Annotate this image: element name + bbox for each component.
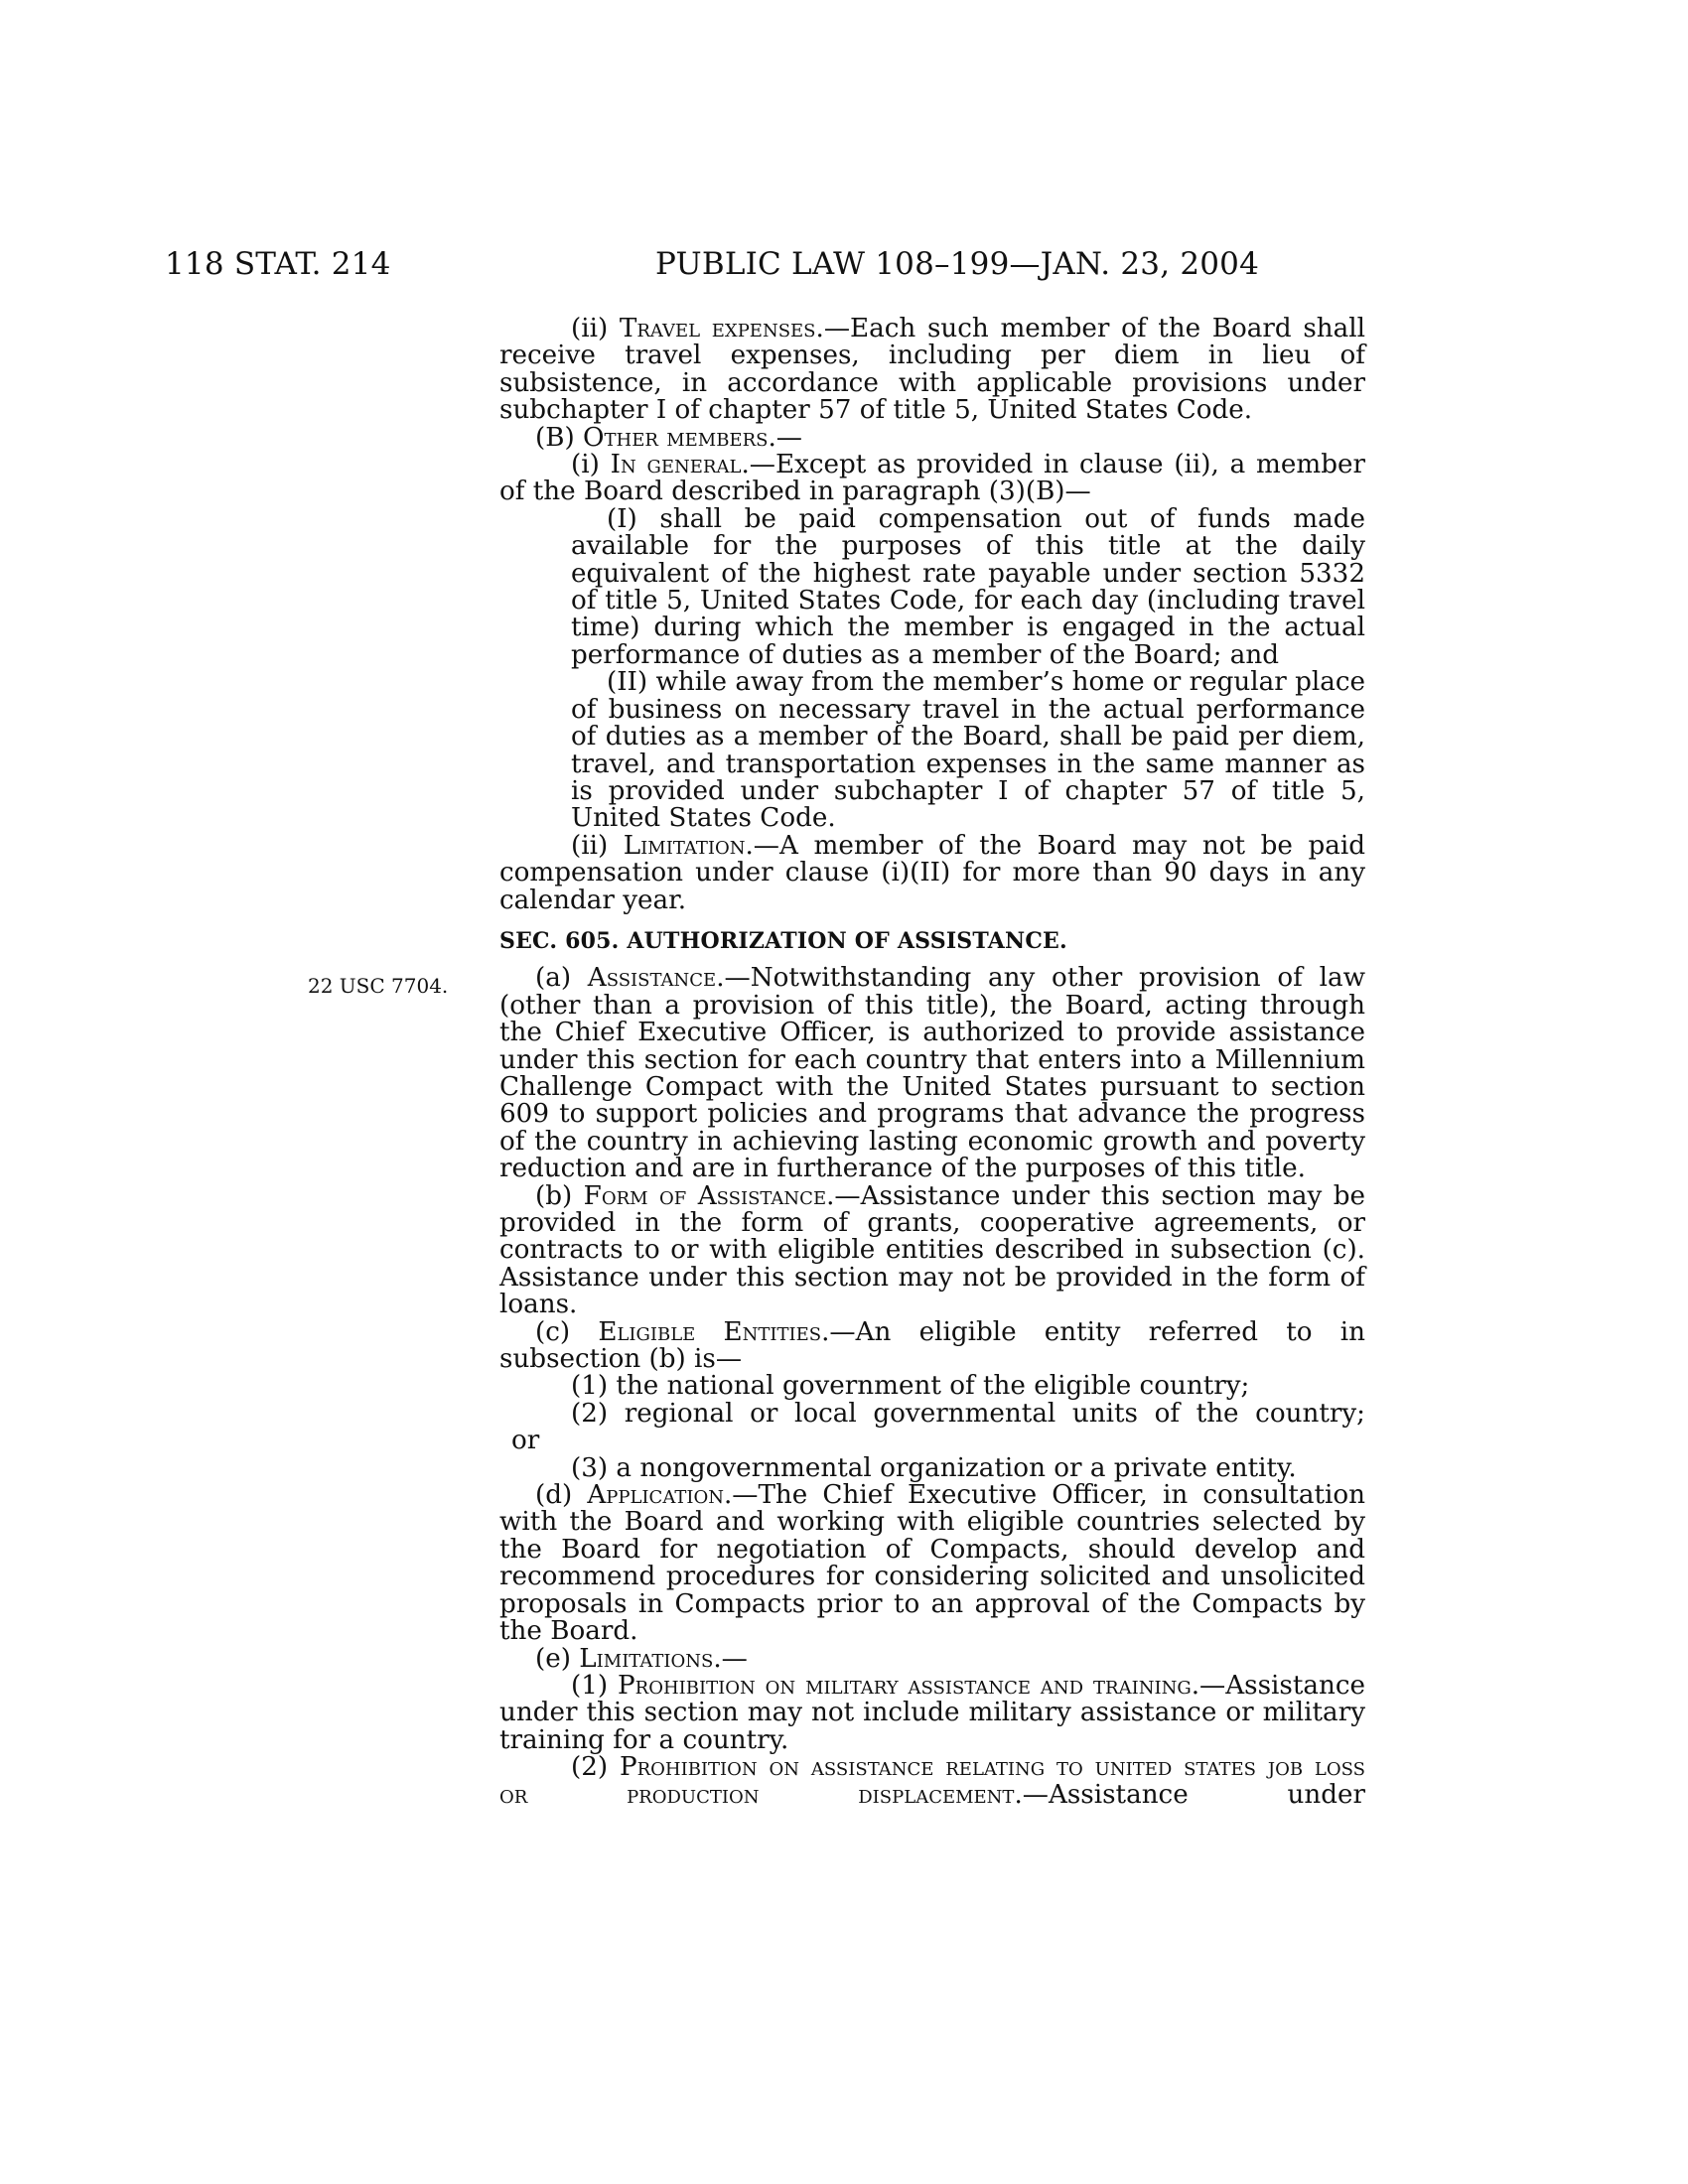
item-connector-or: or [511, 1426, 540, 1456]
subsection-c-eligible-entities: (c) Eligible Entities.—An eligible entity referred to in subsection (b) is— [499, 1316, 1365, 1375]
subclause-ii: (II) while away from the member’s home or regular place of business on necessary travel in the actual performance of duties as a member of the Board, shall be paid per diem, travel, and transportation expenses in the same manner as is provided under subchapter I of chapter 57 of title 5, United States Code. [571, 667, 1365, 834]
running-header: PUBLIC LAW 108–199—JAN. 23, 2004 [655, 246, 1260, 282]
clause-i-in-general: (i) In general.—Except as provided in clause (ii), a member of the Board described in paragraph (3)(B)— [499, 450, 1365, 507]
subsection-e-limitations: (e) Limitations.— [535, 1643, 748, 1674]
subclause-i: (I) shall be paid compensation out of funds made available for the purposes of this title at the daily equivalent of the highest rate payable under section 5332 of title 5, United States Code, for each day (including travel time) during which the member is engaged in the actual performance of duties as a member of the Board; and [571, 503, 1365, 670]
clause-ii-travel-expenses: (ii) Travel expenses.—Each such member of the Board shall receive travel expenses, including per diem in lieu of subsistence, in accordance with applicable provisions under subchapter I of chapter 57 of title 5, United States Code. [499, 314, 1366, 426]
item-2: (2) regional or local governmental units of the country; [571, 1398, 1365, 1429]
subsection-d-application: (d) Application.—The Chief Executive Officer, in consultation with the Board and working with eligible countries selected by the Board for negotiation of Compacts, should develop and recommend procedures for considering solicited and unsolicited proposals in Compacts prior to an approval of the Compacts by the Board. [499, 1480, 1365, 1647]
page-reference: 118 STAT. 214 [165, 246, 391, 282]
subparagraph-b-other-members: (B) Other members.— [535, 422, 802, 453]
subsection-a-assistance: (a) Assistance.—Notwithstanding any other provision of law (other than a provision of this title), the Board, acting through the Chief Executive Officer, is authorized to provide assistance under this section for each country that enters into a Millennium Challenge Compact with the United States pursuant to section 609 to support policies and programs that advance the progress of the country in achieving lasting economic growth and poverty reduction and are in furtherance of the purposes of this title. [499, 963, 1365, 1184]
usc-margin-note: 22 USC 7704. [308, 974, 449, 998]
paragraph-1-military-prohibition: (1) Prohibition on military assistance and training.—Assistance under this section may not include military assistance or military training for a country. [499, 1670, 1366, 1755]
section-heading: SEC. 605. AUTHORIZATION OF ASSISTANCE. [499, 927, 1067, 954]
paragraph-2-job-loss-prohibition: (2) Prohibition on assistance relating to united states job loss or production displacement.—Assistance under [499, 1752, 1365, 1810]
subsection-b-form: (b) Form of Assistance.—Assistance under this section may be provided in the form of grants, cooperative agreements, or contracts to or with eligible entities described in subsection (c). Assistance under this section may not be provided in the form of loans. [499, 1180, 1365, 1320]
clause-ii-limitation: (ii) Limitation.—A member of the Board may not be paid compensation under clause (i)(II) for more than 90 days in any calendar year. [499, 830, 1365, 915]
item-3: (3) a nongovernmental organization or a private entity. [571, 1452, 1297, 1483]
document-body [499, 316, 1365, 1809]
item-1: (1) the national government of the eligible country; [571, 1371, 1250, 1402]
